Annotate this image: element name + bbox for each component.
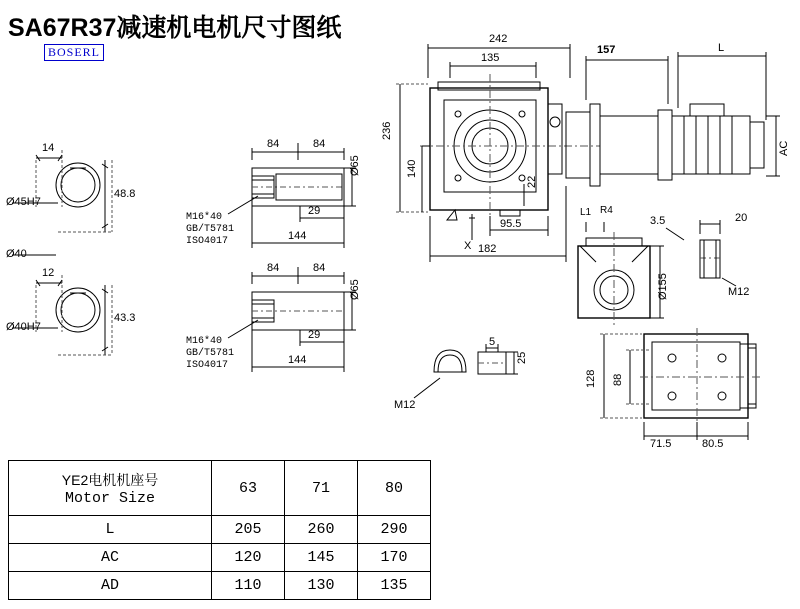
dim-main-95-5: 95.5	[500, 218, 522, 230]
table-cell-AC-80: 170	[358, 544, 431, 572]
dim-detail-bottom-84a: 84	[267, 262, 280, 274]
table-cell-AD-63: 110	[212, 572, 285, 600]
dim-cap-25: 25	[516, 351, 528, 364]
dim-shaft-top-bore: Ø45H7	[6, 196, 41, 208]
dim-flange-20: 20	[735, 212, 748, 224]
dim-main-236: 236	[381, 121, 393, 140]
dim-main-242: 242	[489, 33, 508, 45]
dim-base-128: 128	[585, 369, 597, 388]
table-header-value-0: 63	[212, 461, 285, 516]
dim-shaft-top-flat: Ø40	[6, 248, 27, 260]
dim-detail-bottom-144: 144	[288, 354, 307, 366]
table-row	[9, 544, 431, 572]
label-standard-bottom-1: GB/T5781	[186, 348, 235, 359]
dim-main-182: 182	[478, 243, 497, 255]
table-cell-L-71: 260	[285, 516, 358, 544]
dim-main-157: 157	[597, 44, 616, 56]
label-standard-bottom-2: ISO4017	[186, 360, 229, 371]
dim-flange-R4: R4	[600, 205, 613, 216]
table-header-label-en: Motor Size	[64, 489, 155, 507]
table-cell-AD-71: 130	[285, 572, 358, 600]
dim-shaft-bottom-height: 43.3	[114, 312, 136, 324]
dim-flange-L1: L1	[580, 207, 592, 218]
table-cell-L-63: 205	[212, 516, 285, 544]
dim-detail-bottom-dia: Ø65	[349, 279, 361, 300]
label-standard-top-2: ISO4017	[186, 236, 229, 247]
dim-main-22: 22	[526, 175, 538, 188]
dim-shaft-bottom-bore: Ø40H7	[6, 321, 41, 333]
table-row-label-AC: AC	[9, 544, 212, 572]
dim-base-71-5: 71.5	[650, 438, 672, 450]
table-row	[9, 516, 431, 544]
brand-logo: BOSERL	[44, 44, 104, 61]
table-header-value-2: 80	[358, 461, 431, 516]
table-cell-AC-63: 120	[212, 544, 285, 572]
label-cap-M12: M12	[394, 399, 416, 411]
dim-detail-top-144: 144	[288, 230, 307, 242]
label-standard-top-1: GB/T5781	[186, 224, 235, 235]
page-title: SA67R37减速机电机尺寸图纸	[8, 14, 342, 42]
dim-main-140: 140	[406, 159, 418, 178]
dim-detail-top-84b: 84	[313, 138, 326, 150]
table-row	[9, 572, 431, 600]
dim-detail-bottom-84b: 84	[313, 262, 326, 274]
marker-section-x: X	[464, 240, 472, 252]
label-flange-M12: M12	[728, 286, 750, 298]
label-thread-top: M16*40	[186, 212, 223, 223]
table-row	[9, 461, 431, 516]
dim-detail-bottom-29: 29	[308, 329, 321, 341]
table-cell-L-80: 290	[358, 516, 431, 544]
dim-main-AC: AC	[778, 140, 790, 156]
dim-cap-5: 5	[489, 336, 496, 348]
dim-shaft-bottom-width: 12	[42, 267, 55, 279]
dim-base-88: 88	[612, 373, 624, 386]
dim-flange-dia155: Ø155	[657, 273, 669, 300]
table-header-label-cn: YE2电机机座号	[61, 471, 159, 488]
dim-base-80-5: 80.5	[702, 438, 724, 450]
table-row-label-AD: AD	[9, 572, 212, 600]
dim-detail-top-29: 29	[308, 205, 321, 217]
dim-shaft-top-width: 14	[42, 142, 55, 154]
dim-flange-3-5: 3.5	[650, 215, 666, 227]
dim-detail-top-84a: 84	[267, 138, 280, 150]
motor-size-table	[8, 460, 431, 600]
dim-detail-top-dia: Ø65	[349, 155, 361, 176]
dim-shaft-top-height: 48.8	[114, 188, 136, 200]
table-cell-AD-80: 135	[358, 572, 431, 600]
table-header-label	[9, 461, 212, 516]
dim-main-L: L	[718, 42, 725, 54]
label-thread-bottom: M16*40	[186, 336, 223, 347]
dim-main-135: 135	[481, 52, 500, 64]
table-row-label-L: L	[9, 516, 212, 544]
table-cell-AC-71: 145	[285, 544, 358, 572]
table-header-value-1: 71	[285, 461, 358, 516]
